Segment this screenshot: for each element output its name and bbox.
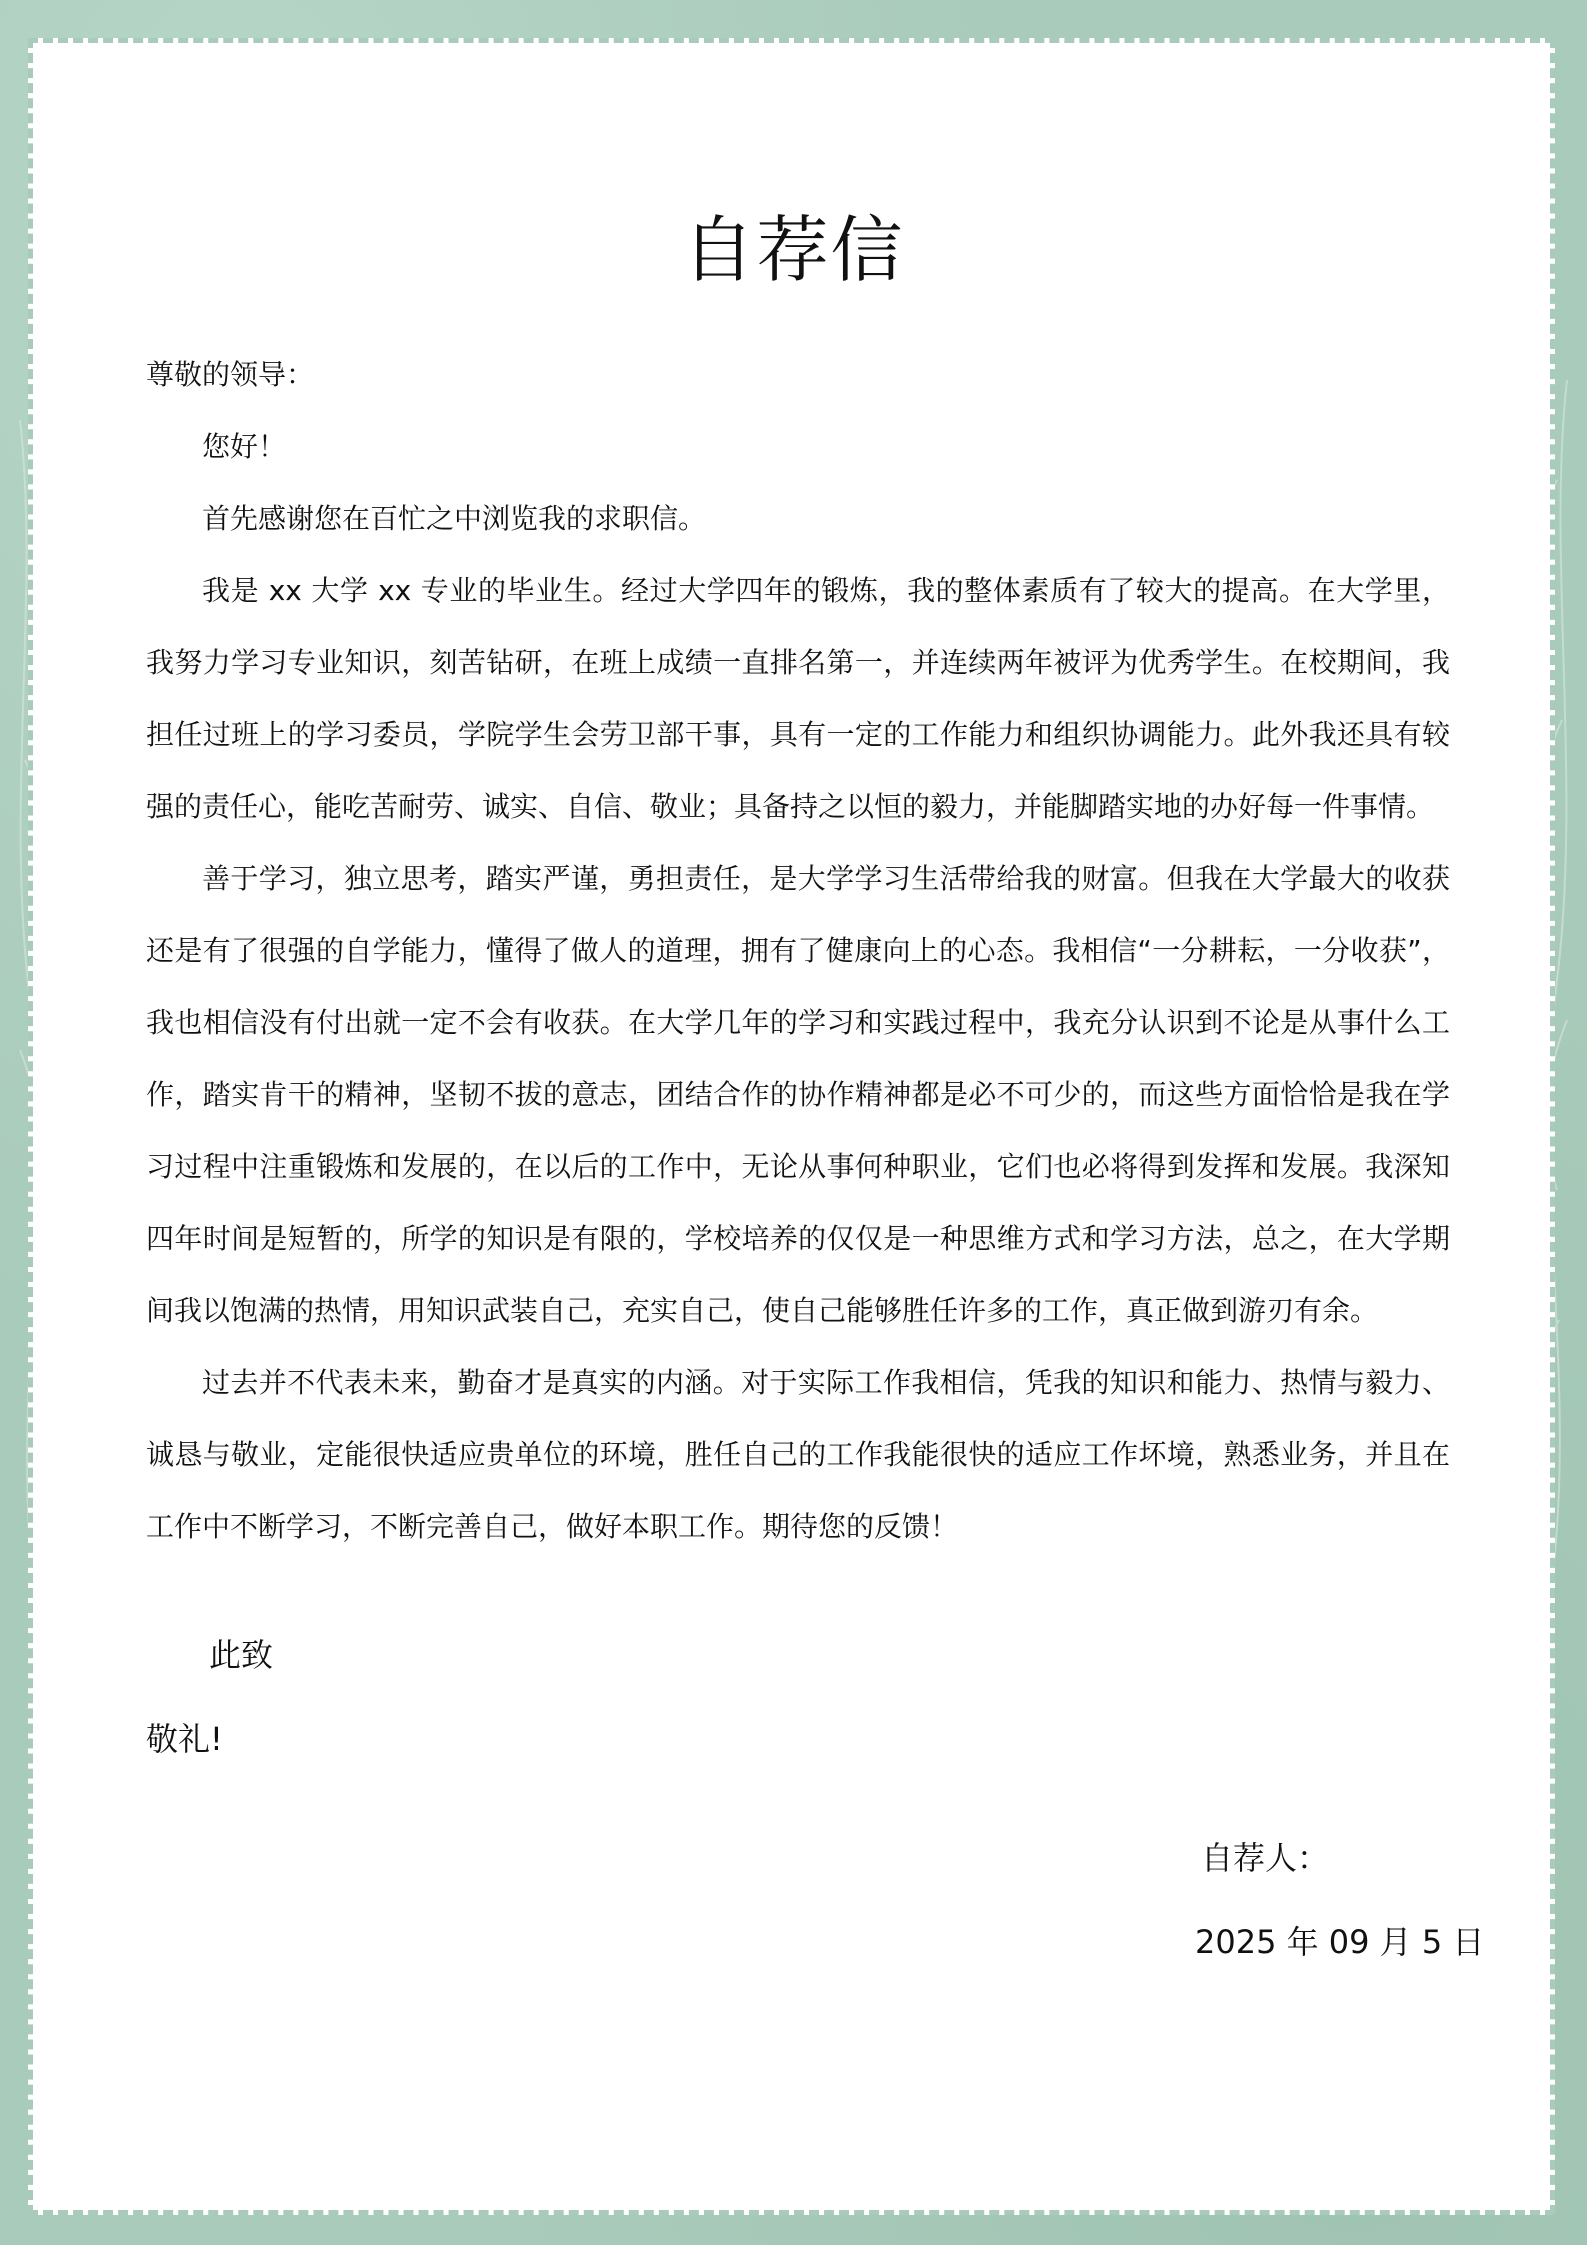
letter-title: 自荐信	[682, 208, 905, 292]
closing-jingli: 敬礼!	[146, 1720, 223, 1758]
greeting: 您好！	[202, 430, 287, 463]
letter-date: 2025 年 09 月 5 日	[1195, 1923, 1485, 1961]
thanks-line: 首先感谢您在百忙之中浏览我的求职信。	[202, 502, 707, 535]
body-paragraph-3: 过去并不代表未来，勤奋才是真实的内涵。对于实际工作我相信，凭我的知识和能力、热情与毅力、诚恳与敬业，定能很快适应贵单位的环境，胜任自己的工作我能很快的适应工作坏境，熟悉业务，并且在工作中不断学习，不断完善自己，做好本职工作。期待您的反馈！	[146, 1366, 1450, 1543]
body-paragraph-2: 善于学习，独立思考，踏实严谨，勇担责任，是大学学习生活带给我的财富。但我在大学最大的收获还是有了很强的自学能力，懂得了做人的道理，拥有了健康向上的心态。我相信“一分耕耘，一分收获”，我也相信没有付出就一定不会有收获。在大学几年的学习和实践过程中，我充分认识到不论是从事什么工作，踏实肯干的精神，坚韧不拔的意志，团结合作的协作精神都是必不可少的，而这些方面恰恰是我在学习过程中注重锻炼和发展的，在以后的工作中，无论从事何种职业，它们也必将得到发挥和发展。我深知四年时间是短暂的，所学的知识是有限的，学校培养的仅仅是一种思维方式和学习方法，总之，在大学期间我以饱满的热情，用知识武装自己，充实自己，使自己能够胜任许多的工作，真正做到游刃有余。	[146, 862, 1450, 1327]
signer-label: 自荐人：	[1201, 1839, 1330, 1877]
body-paragraph-1: 我是 xx 大学 xx 专业的毕业生。经过大学四年的锻炼，我的整体素质有了较大的提高。在大学里，我努力学习专业知识，刻苦钻研，在班上成绩一直排名第一，并连续两年被评为优秀学生。在校期间，我担任过班上的学习委员，学院学生会劳卫部干事，具有一定的工作能力和组织协调能力。此外我还具有较强的责任心，能吃苦耐劳、诚实、自信、敬业；具备持之以恒的毅力，并能脚踏实地的办好每一件事情。	[146, 574, 1450, 823]
closing-cizhi: 此致	[209, 1636, 274, 1674]
salutation: 尊敬的领导：	[146, 358, 315, 391]
